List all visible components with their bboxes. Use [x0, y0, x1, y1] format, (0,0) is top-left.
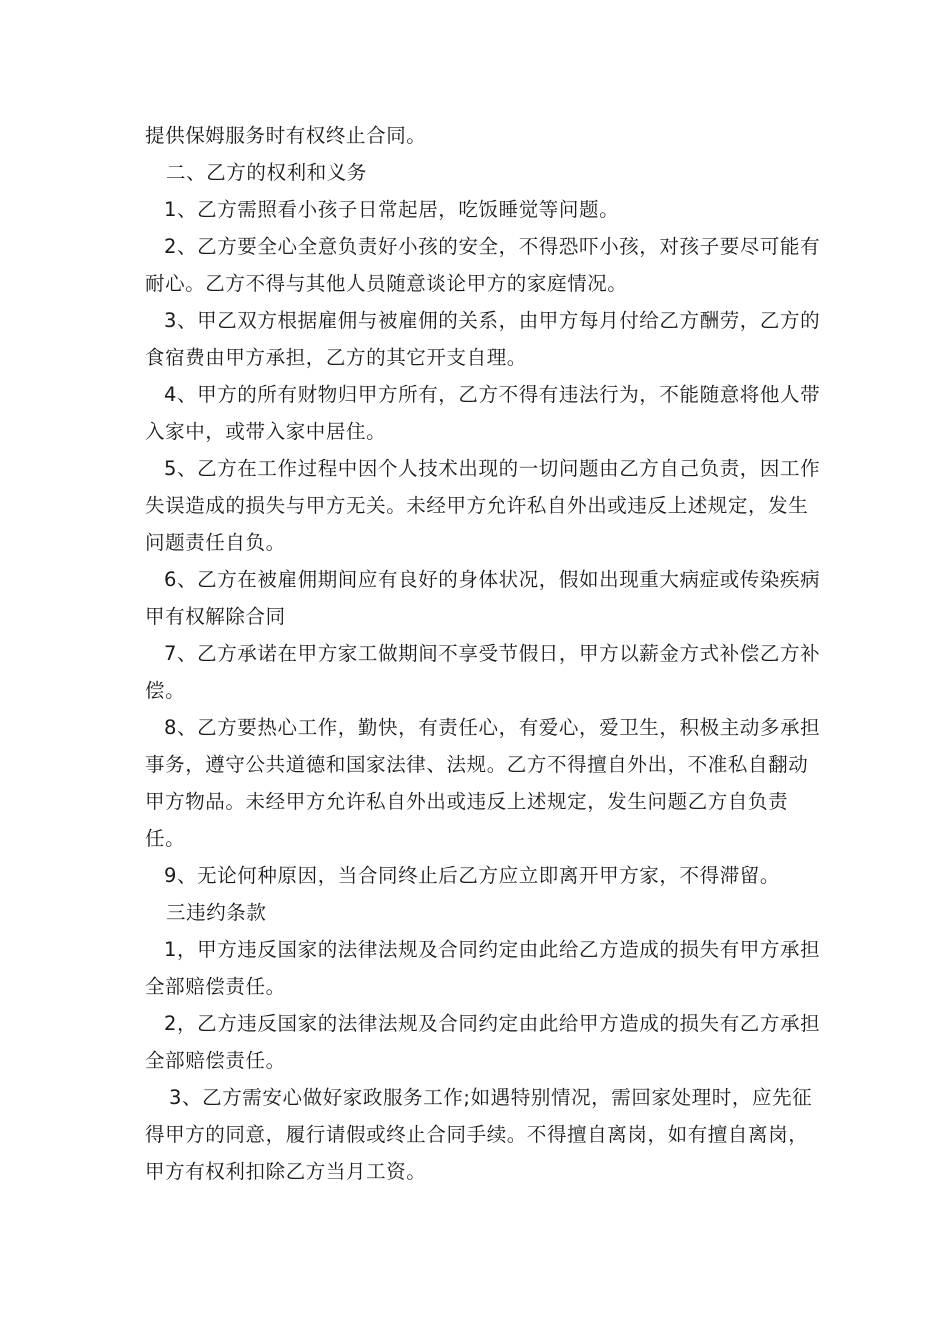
clause-2-3: 3、甲乙双方根据雇佣与被雇佣的关系，由甲方每月付给乙方酬劳，乙方的食宿费由甲方承担，乙方的其它开支自理。: [145, 309, 821, 369]
section-heading-rights-obligations: 二、乙方的权利和义务: [166, 161, 368, 184]
clause-2-2: 2、乙方要全心全意负责好小孩的安全，不得恐吓小孩，对孩子要尽可能有耐心。乙方不得与其他人员随意谈论甲方的家庭情况。: [145, 235, 821, 295]
clause-2-7: 7、乙方承诺在甲方家工做期间不享受节假日，甲方以薪金方式补偿乙方补偿。: [145, 642, 821, 702]
document-body: [145, 117, 825, 1190]
paragraph-continuation: 提供保姆服务时有权终止合同。: [145, 124, 427, 147]
clause-2-8: 8、乙方要热心工作，勤快，有责任心，有爱心，爱卫生，积极主动多承担事务，遵守公共道德和国家法律、法规。乙方不得擅自外出，不准私自翻动甲方物品。未经甲方允许私自外出或违反上述规定，发生问题乙方自负责任。: [145, 716, 821, 850]
clause-3-1: 1，甲方违反国家的法律法规及合同约定由此给乙方造成的损失有甲方承担全部赔偿责任。: [145, 938, 821, 998]
clause-2-9: 9、无论何种原因，当合同终止后乙方应立即离开甲方家，不得滞留。: [164, 864, 781, 887]
clause-2-5: 5、乙方在工作过程中因个人技术出现的一切问题由乙方自己负责，因工作失误造成的损失与甲方无关。未经甲方允许私自外出或违反上述规定，发生问题责任自负。: [145, 457, 821, 554]
clause-2-6: 6、乙方在被雇佣期间应有良好的身体状况，假如出现重大病症或传染疾病甲有权解除合同: [145, 568, 821, 628]
section-heading-breach-terms: 三违约条款: [166, 901, 267, 924]
clause-2-1: 1、乙方需照看小孩子日常起居，吃饭睡觉等问题。: [164, 198, 620, 221]
clause-3-2: 2，乙方违反国家的法律法规及合同约定由此给甲方造成的损失有乙方承担全部赔偿责任。: [145, 1012, 821, 1072]
clause-2-4: 4、甲方的所有财物归甲方所有，乙方不得有违法行为，不能随意将他人带入家中，或带入家中居住。: [145, 383, 821, 443]
clause-3-3: 3、乙方需安心做好家政服务工作;如遇特别情况，需回家处理时，应先征得甲方的同意，履行请假或终止合同手续。不得擅自离岗，如有擅自离岗，甲方有权利扣除乙方当月工资。: [145, 1086, 813, 1183]
